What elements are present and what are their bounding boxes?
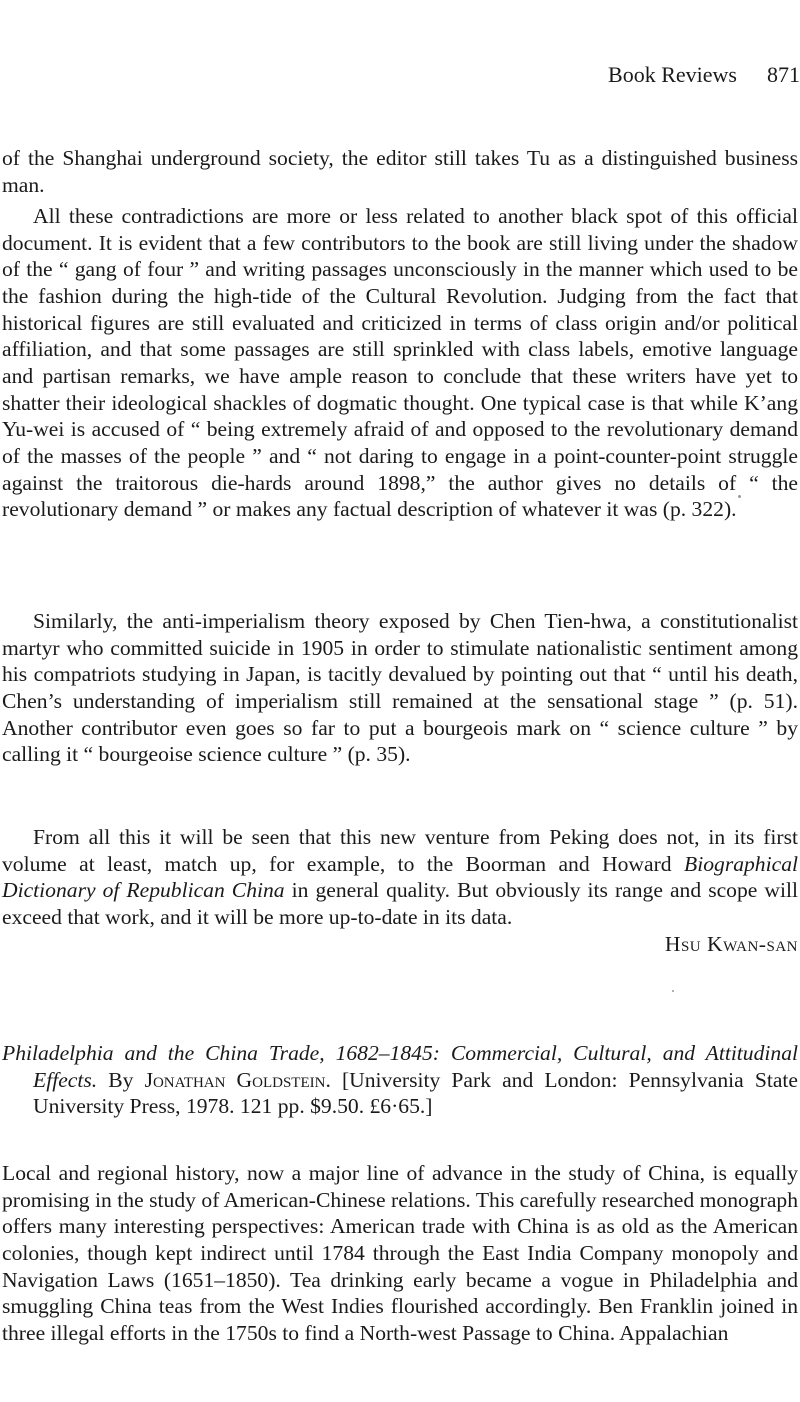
book-citation [2,1040,798,1120]
cited-work-title: Biographical Dictionary of Republican China [2,851,798,903]
page-number: 871 [767,62,800,87]
scan-speck [738,495,741,498]
review-paragraph-1: of the Shanghai underground society, the editor still takes Tu as a distinguished business man. [2,146,798,197]
running-header [608,62,800,88]
section-title: Book Reviews [608,62,737,87]
by-label: By [108,1067,134,1092]
scan-speck [672,990,674,992]
review2-paragraph-1: Local and regional history, now a major line of advance in the study of China, is equally promising in the study of American-Chinese relations. This carefully researched monograph offers many interesting perspectives: American trade with China is as old as the American colonies, though kept indirect until 1784 through the East India Company monopoly and Navigation Laws (1651–1850). Tea drinking early became a vogue in Philadelphia and smuggling China teas from the West Indies flourished accordingly. Ben Franklin joined in three illegal efforts in the 1750s to find a North-west Passage to China. Appalachian [2,1161,798,1345]
review-paragraph-2: All these contradictions are more or less related to another black spot of this official document. It is evident that a few contributors to the book are still living under the shadow of the “ gang of four ” and writing passages unconsciously in the manner which used to be the fashion during the high-tide of the Cultural Revolution. Judging from the fact that historical figures are still evaluated and criticized in terms of class origin and/or political affiliation, and that some passages are still sprinkled with class labels, emotive language and partisan remarks, we have ample reason to conclude that these writers have yet to shatter their ideological shackles of dogmatic thought. One typical case is that while K’ang Yu-wei is accused of “ being extremely afraid of and opposed to the revolutionary demand of the masses of the people ” and “ not daring to engage in a point-counter-point struggle against the traitorous die-hards around 1898,” the author gives no details of “ the revolutionary demand ” or makes any factual description of whatever it was (p. 322). [2,204,798,522]
review-paragraph-4 [2,824,798,931]
paragraph-4-text-a: From all this it will be seen that this new venture from Peking does not, in its first volume at least, match up, for example, to the Boorman and Howard [2,825,798,876]
book-title: Philadelphia and the China Trade, 1682–1845: Commercial, Cultural, and Attitudinal Effects. [2,1041,798,1092]
publication-info: [University Park and London: Pennsylvania State University Press, 1978. 121 pp. $9.50. £6·65.] [33,1067,799,1119]
book-author: Jonathan Goldstein. [144,1067,331,1092]
reviewer-signature: Hsu Kwan-san [664,932,798,956]
paragraph-4-text-b: in general quality. But obviously its range and scope will exceed that work, and it will be more up-to-date in its data. [2,878,798,929]
review-paragraph-3: Similarly, the anti-imperialism theory exposed by Chen Tien-hwa, a constitutionalist martyr who committed suicide in 1905 in order to stimulate nationalistic sentiment among his compatriots studying in Japan, is tacitly devalued by pointing out that “ until his death, Chen’s understanding of imperialism still remained at the sensational stage ” (p. 51). Another contributor even goes so far to put a bourgeois mark on “ science culture ” by calling it “ bourgeoise science culture ” (p. 35). [2,609,798,767]
